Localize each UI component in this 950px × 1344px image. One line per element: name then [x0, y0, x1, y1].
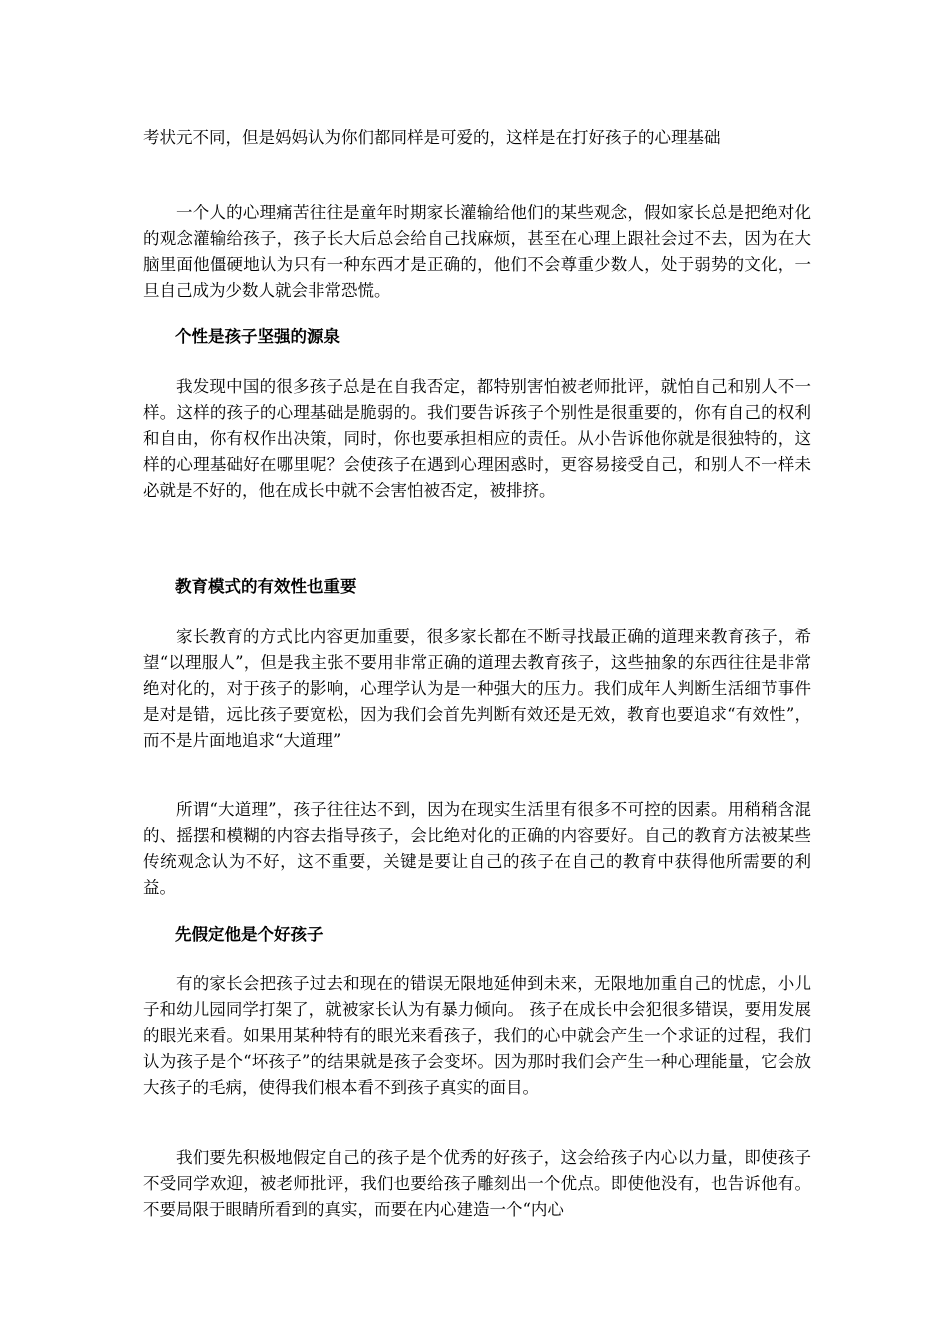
section-heading-individuality: 个性是孩子坚强的源泉: [175, 327, 340, 346]
paragraph-education-method: 家长教育的方式比内容更加重要，很多家长都在不断寻找最正确的道理来教育孩子，希望“以理服人”，但是我主张不要用非常正确的道理去教育孩子，这些抽象的东西往往是非常绝对化的，对于孩子的影响，心理学认为是一种强大的压力。我们成年人判断生活细节事件是对是错，远比孩子要宽松，因为我们会首先判断有效还是无效，教育也要追求“有效性”，而不是片面地追求“大道理”: [143, 627, 811, 750]
paragraph-mistakes: 有的家长会把孩子过去和现在的错误无限地延伸到未来，无限地加重自己的忧虑，小儿子和幼儿园同学打架了，就被家长认为有暴力倾向。 孩子在成长中会犯很多错误，要用发展的眼光来看。如果用某种特有的眼光来看孩子，我们的心中就会产生一个求证的过程，我们认为孩子是个“坏孩子”的结果就是孩子会变坏。因为那时我们会产生一种心理能量，它会放大孩子的毛病，使得我们根本看不到孩子真实的面目。: [143, 974, 811, 1097]
section-heading-effectiveness: 教育模式的有效性也重要: [175, 577, 357, 596]
paragraph-continuation: 考状元不同，但是妈妈认为你们都同样是可爱的，这样是在打好孩子的心理基础: [143, 128, 721, 147]
paragraph-individuality: 我发现中国的很多孩子总是在自我否定，都特别害怕被老师批评，就怕自己和别人不一样。这样的孩子的心理基础是脆弱的。我们要告诉孩子个别性是很重要的，你有自己的权利和自由，你有权作出决策，同时，你也要承担相应的责任。从小告诉他你就是很独特的，这样的心理基础好在哪里呢？会使孩子在遇到心理困惑时，更容易接受自己，和别人不一样未必就是不好的，他在成长中就不会害怕被否定，被排挤。: [143, 377, 811, 500]
paragraph-positive-assumption: 我们要先积极地假定自己的孩子是个优秀的好孩子，这会给孩子内心以力量，即使孩子不受同学欢迎，被老师批评，我们也要给孩子雕刻出一个优点。即使他没有，也告诉他有。不要局限于眼睛所看到的真实，而要在内心建造一个“内心: [143, 1148, 811, 1219]
paragraph-childhood-concepts: 一个人的心理痛苦往往是童年时期家长灌输给他们的某些观念，假如家长总是把绝对化的观念灌输给孩子，孩子长大后总会给自己找麻烦，甚至在心理上跟社会过不去，因为在大脑里面他僵硬地认为只有一种东西才是正确的，他们不会尊重少数人，处于弱势的文化，一旦自己成为少数人就会非常恐慌。: [143, 203, 811, 300]
paragraph-grand-principles: 所谓“大道理”，孩子往往达不到，因为在现实生活里有很多不可控的因素。用稍稍含混的、摇摆和模糊的内容去指导孩子，会比绝对化的正确的内容要好。自己的教育方法被某些传统观念认为不好，这不重要，关键是要让自己的孩子在自己的教育中获得他所需要的利益。: [143, 800, 811, 897]
section-heading-good-child: 先假定他是个好孩子: [175, 925, 324, 944]
